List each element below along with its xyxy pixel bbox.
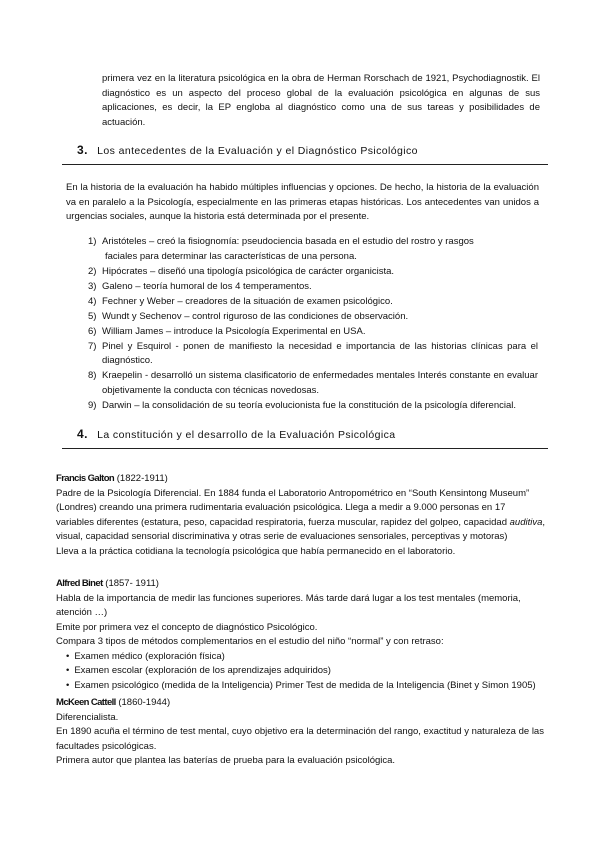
binet-methods-list bbox=[56, 650, 546, 694]
section-4-heading bbox=[77, 427, 547, 443]
cattell-paragraph-3: Primera autor que plantea las baterías de prueba para la evaluación psicológica. bbox=[56, 755, 396, 766]
section-3-divider bbox=[62, 164, 548, 165]
binet-paragraph-3: Compara 3 tipos de métodos complementarios en el estudio del niño “normal” y con retraso: bbox=[56, 636, 444, 647]
galton-paragraph-1: Padre de la Psicología Diferencial. En 1884 funda el Laboratorio Antropométrico en “South Kensintong Museum” (Londres) creando una primera rudimentaria evaluación psicológica. Llega a medir a 9.000 personas en 17 variables diferentes (estatura, peso, capacidad respiratoria, fuerza muscular, rapidez del golpeo, capacidad auditiva, visual, capacidad sensorial discriminativa y otras serie de evaluaciones sensoriales, perceptivas y motoras) bbox=[56, 487, 546, 542]
cattell-paragraph-1: Diferencialista. bbox=[56, 711, 119, 723]
binet-paragraph-2: Emite por primera vez el concepto de diagnóstico Psicológico. bbox=[56, 621, 318, 633]
section-3-paragraph: En la historia de la evaluación ha habido múltiples influencias y opciones. De hecho, la historia de la evaluación va en paralelo a la Psicología, especialmente en las primeras etapas históricas. Los antecedentes van unidos a urgencias sociales, aunque la historia está determinada por el presente. bbox=[66, 182, 539, 222]
list-item: 8) Kraepelin - desarrolló un sistema clasificatorio de enfermedades mentales Interés constante en evaluar objetivamente la conducta con técnicas novedosas. bbox=[88, 370, 538, 396]
section-3-number: 3. bbox=[77, 143, 88, 157]
list-item: 7) Pinel y Esquirol - ponen de manifiesto la necesidad e importancia de las historias clínicas para el diagnóstico. bbox=[88, 340, 538, 366]
antecedents-list bbox=[88, 235, 538, 414]
list-item: • Examen psicológico (medida de la Inteligencia) Primer Test de medida de la Inteligencia (Binet y Simon 1905) bbox=[66, 679, 546, 694]
list-item: 4) Fechner y Weber – creadores de la situación de examen psicológico. bbox=[88, 295, 393, 307]
list-item: • Examen médico (exploración física) bbox=[66, 650, 546, 665]
galton-years: (1822-1911) bbox=[116, 473, 168, 484]
list-item: 9) Darwin – la consolidación de su teoría evolucionista fue la constitución de la psicología diferencial. bbox=[88, 399, 517, 411]
cattell-name: McKeen Cattell bbox=[56, 697, 116, 708]
binet-block bbox=[56, 577, 546, 693]
binet-paragraph-1: Habla de la importancia de medir las funciones superiores. Más tarde dará lugar a los test mentales (memoria, atención …) bbox=[56, 592, 521, 618]
section-4-number: 4. bbox=[77, 427, 88, 441]
binet-name: Alfred Binet bbox=[56, 578, 103, 589]
section-3-heading bbox=[77, 143, 547, 159]
list-item: 5) Wundt y Sechenov – control riguroso de las condiciones de observación. bbox=[88, 310, 409, 322]
cattell-years: (1860-1944) bbox=[118, 697, 171, 708]
intro-text: primera vez en la literatura psicológica en la obra de Herman Rorschach de 1921, Psychodiagnostik. El diagnóstico es un aspecto del proceso global de la evaluación psicológica en algunas de sus aplicaciones, es decir, la EP engloba al diagnóstico como una de sus tareas y posibilidades de actuación. bbox=[102, 73, 540, 128]
cattell-paragraph-2: En 1890 acuña el término de test mental, cuyo objetivo era la determinación del rango, exactitud y naturaleza de las facultades psicológicas. bbox=[56, 726, 544, 752]
section-3-title: Los antecedentes de la Evaluación y el Diagnóstico Psicológico bbox=[97, 145, 418, 157]
section-4-title: La constitución y el desarrollo de la Evaluación Psicológica bbox=[97, 429, 396, 441]
list-item: • Examen escolar (exploración de los aprendizajes adquiridos) bbox=[66, 664, 546, 679]
list-item: 3) Galeno – teoría humoral de los 4 temperamentos. bbox=[88, 280, 312, 292]
list-item: 1) Aristóteles – creó la fisiognomía: pseudociencia basada en el estudio del rostro y rasgos faciales para determinar las características de una persona. bbox=[88, 236, 474, 262]
list-item: 6) William James – introduce la Psicología Experimental en USA. bbox=[88, 325, 366, 337]
section-4-divider bbox=[62, 448, 548, 449]
intro-paragraph bbox=[102, 72, 540, 130]
galton-name: Francis Galton bbox=[56, 473, 115, 484]
list-item: 2) Hipócrates – diseñó una tipología psicológica de carácter organicista. bbox=[88, 265, 395, 277]
galton-paragraph-2: Lleva a la práctica cotidiana la tecnología psicológica que había permanecido en el laboratorio. bbox=[56, 545, 456, 557]
cattell-block bbox=[56, 696, 546, 769]
galton-block bbox=[56, 472, 546, 559]
binet-years: (1857- 1911) bbox=[105, 578, 159, 589]
